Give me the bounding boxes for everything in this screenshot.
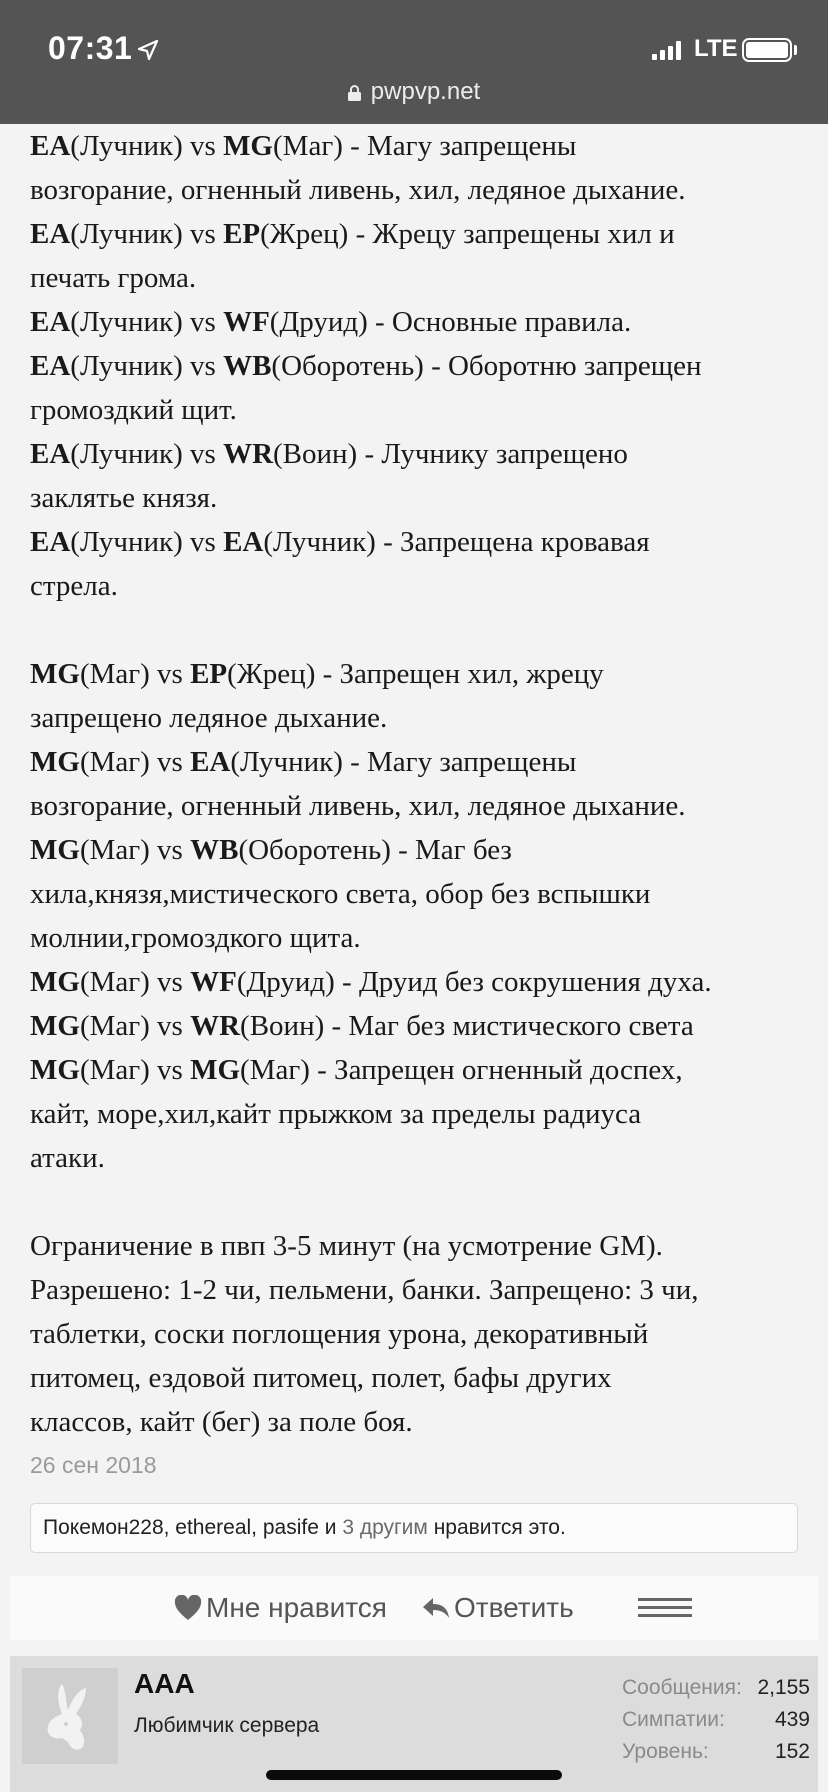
- line-text: возгорание, огненный ливень, хил, ледяное дыхание.: [30, 790, 686, 822]
- line-text: (Лучник) - Запрещена кровавая: [263, 526, 650, 558]
- line-text: (Маг) vs: [79, 746, 191, 778]
- stat-row-messages: [622, 1672, 810, 1704]
- post-line: [30, 520, 810, 564]
- like-label: Мне нравится: [206, 1592, 387, 1623]
- class-code: WF: [190, 966, 237, 998]
- line-text: (Лучник) vs: [70, 218, 224, 250]
- class-code: MG: [30, 1010, 80, 1042]
- post-line: [30, 740, 810, 784]
- class-code: MG: [30, 658, 80, 690]
- location-arrow-icon: [136, 38, 160, 62]
- class-code: EA: [190, 746, 231, 778]
- line-text: (Маг) - Магу запрещены: [273, 130, 577, 162]
- line-text: (Лучник) vs: [70, 438, 224, 470]
- class-code: MG: [30, 746, 80, 778]
- class-code: WB: [190, 834, 239, 866]
- post-line: [30, 960, 810, 1004]
- likes-others-link[interactable]: 3 другим: [342, 1516, 428, 1539]
- class-code: WR: [190, 1010, 241, 1042]
- stat-row-likes: [622, 1704, 810, 1736]
- line-text: (Друид) - Друид без сокрушения духа.: [236, 966, 712, 998]
- class-code: EP: [223, 218, 261, 250]
- class-code: WF: [223, 306, 270, 338]
- network-type: LTE: [694, 35, 738, 62]
- url-text: pwpvp.net: [370, 78, 481, 105]
- post-line: [30, 212, 810, 256]
- class-code: EA: [30, 306, 71, 338]
- line-text: Разрешено: 1-2 чи, пельмени, банки. Запрещено: 3 чи,: [30, 1274, 699, 1306]
- line-text: (Воин) - Лучнику запрещено: [273, 438, 628, 470]
- post-date[interactable]: 26 сен 2018: [30, 1452, 157, 1478]
- line-text: (Маг) - Запрещен огненный доспех,: [240, 1054, 683, 1086]
- post-line: [30, 124, 810, 168]
- line-text: (Друид) - Основные правила.: [269, 306, 632, 338]
- line-text: классов, кайт (бег) за поле боя.: [30, 1406, 413, 1438]
- line-text: кайт, море,хил,кайт прыжком за пределы радиуса: [30, 1098, 642, 1130]
- post-line: [30, 1048, 810, 1092]
- stat-value: 152: [774, 1740, 810, 1763]
- class-code: EA: [30, 218, 71, 250]
- line-text: хила,князя,мистического света, обор без вспышки: [30, 878, 651, 910]
- post-body: [30, 124, 810, 1444]
- line-text: заклятье князя.: [30, 482, 218, 514]
- line-text: Ограничение в пвп 3-5 минут (на усмотрение GM).: [30, 1230, 663, 1262]
- bunny-avatar-icon: [22, 1668, 118, 1764]
- post-line: [30, 432, 810, 476]
- post-line: [30, 1136, 810, 1180]
- post-line: [30, 344, 810, 388]
- post-line: [30, 696, 810, 740]
- line-text: (Маг) vs: [79, 1010, 191, 1042]
- post-line: [30, 168, 810, 212]
- class-code: EA: [30, 526, 71, 558]
- line-text: питомец, ездовой питомец, полет, бафы других: [30, 1362, 612, 1394]
- post-actions: [10, 1576, 818, 1640]
- battery-nub: [794, 45, 797, 55]
- post-line: [30, 476, 810, 520]
- address-bar[interactable]: [0, 78, 828, 106]
- line-text: (Маг) vs: [79, 834, 191, 866]
- class-code: WB: [223, 350, 272, 382]
- post-line: [30, 1268, 810, 1312]
- line-text: (Маг) vs: [79, 1054, 191, 1086]
- stat-value: 439: [774, 1708, 810, 1731]
- line-text: (Оборотень) - Маг без: [238, 834, 512, 866]
- likes-conjunction: и: [318, 1516, 343, 1539]
- line-text: возгорание, огненный ливень, хил, ледяное дыхание.: [30, 174, 686, 206]
- line-text: печать грома.: [30, 262, 197, 294]
- class-code: WR: [223, 438, 274, 470]
- user-stats: [622, 1672, 810, 1768]
- reply-button[interactable]: [422, 1576, 574, 1640]
- line-text: (Воин) - Маг без мистического света: [240, 1010, 694, 1042]
- username[interactable]: AAA: [134, 1668, 195, 1699]
- heart-icon: [174, 1595, 202, 1621]
- class-code: EA: [30, 438, 71, 470]
- stat-row-level: [622, 1736, 810, 1768]
- likes-suffix: нравится это.: [427, 1516, 566, 1539]
- post-line: [30, 652, 810, 696]
- post-line: [30, 784, 810, 828]
- stat-label: Сообщения:: [622, 1676, 742, 1699]
- line-text: (Лучник) vs: [70, 130, 224, 162]
- line-text: таблетки, соски поглощения урона, декоративный: [30, 1318, 649, 1350]
- class-code: MG: [190, 1054, 241, 1086]
- reply-label: Ответить: [454, 1592, 574, 1623]
- like-button[interactable]: [174, 1576, 387, 1640]
- stat-value: 2,155: [757, 1676, 810, 1699]
- class-code: EA: [30, 130, 71, 162]
- class-code: EP: [190, 658, 228, 690]
- line-text: (Лучник) - Магу запрещены: [230, 746, 577, 778]
- likes-names[interactable]: Покемон228, ethereal, pasife: [43, 1516, 319, 1539]
- signal-strength-icon: [652, 40, 682, 60]
- reply-icon: [422, 1596, 450, 1620]
- line-text: запрещено ледяное дыхание.: [30, 702, 388, 734]
- battery-icon: [742, 38, 792, 62]
- post-line: [30, 300, 810, 344]
- post-line: [30, 1092, 810, 1136]
- class-code: EA: [223, 526, 264, 558]
- paragraph-gap: [30, 1180, 810, 1224]
- menu-lines-icon[interactable]: [638, 1598, 692, 1618]
- home-indicator: [266, 1770, 562, 1780]
- class-code: MG: [223, 130, 273, 162]
- paragraph-gap: [30, 608, 810, 652]
- post-line: [30, 1224, 810, 1268]
- post-line: [30, 1004, 810, 1048]
- user-title: Любимчик сервера: [134, 1714, 320, 1737]
- class-code: MG: [30, 834, 80, 866]
- post-line: [30, 1356, 810, 1400]
- avatar[interactable]: [22, 1668, 118, 1764]
- stat-label: Уровень:: [622, 1740, 709, 1763]
- line-text: (Маг) vs: [79, 658, 191, 690]
- line-text: (Маг) vs: [79, 966, 191, 998]
- post-line: [30, 564, 810, 608]
- post-line: [30, 388, 810, 432]
- line-text: стрела.: [30, 570, 118, 602]
- line-text: (Жрец) - Запрещен хил, жрецу: [227, 658, 604, 690]
- line-text: (Лучник) vs: [70, 350, 224, 382]
- post-line: [30, 828, 810, 872]
- post-line: [30, 256, 810, 300]
- line-text: атаки.: [30, 1142, 105, 1174]
- status-time: 07:31: [48, 30, 133, 66]
- class-code: MG: [30, 1054, 80, 1086]
- lock-icon: [348, 85, 361, 100]
- stat-label: Симпатии:: [622, 1708, 725, 1731]
- post-line: [30, 1312, 810, 1356]
- class-code: EA: [30, 350, 71, 382]
- post-line: [30, 916, 810, 960]
- line-text: громоздкий щит.: [30, 394, 237, 426]
- line-text: молнии,громоздкого щита.: [30, 922, 361, 954]
- line-text: (Оборотень) - Оборотню запрещен: [271, 350, 702, 382]
- line-text: (Жрец) - Жрецу запрещены хил и: [260, 218, 675, 250]
- class-code: MG: [30, 966, 80, 998]
- likes-summary: [30, 1503, 798, 1553]
- post-line: [30, 1400, 810, 1444]
- line-text: (Лучник) vs: [70, 306, 224, 338]
- post-line: [30, 872, 810, 916]
- browser-top-bar: [0, 0, 828, 124]
- line-text: (Лучник) vs: [70, 526, 224, 558]
